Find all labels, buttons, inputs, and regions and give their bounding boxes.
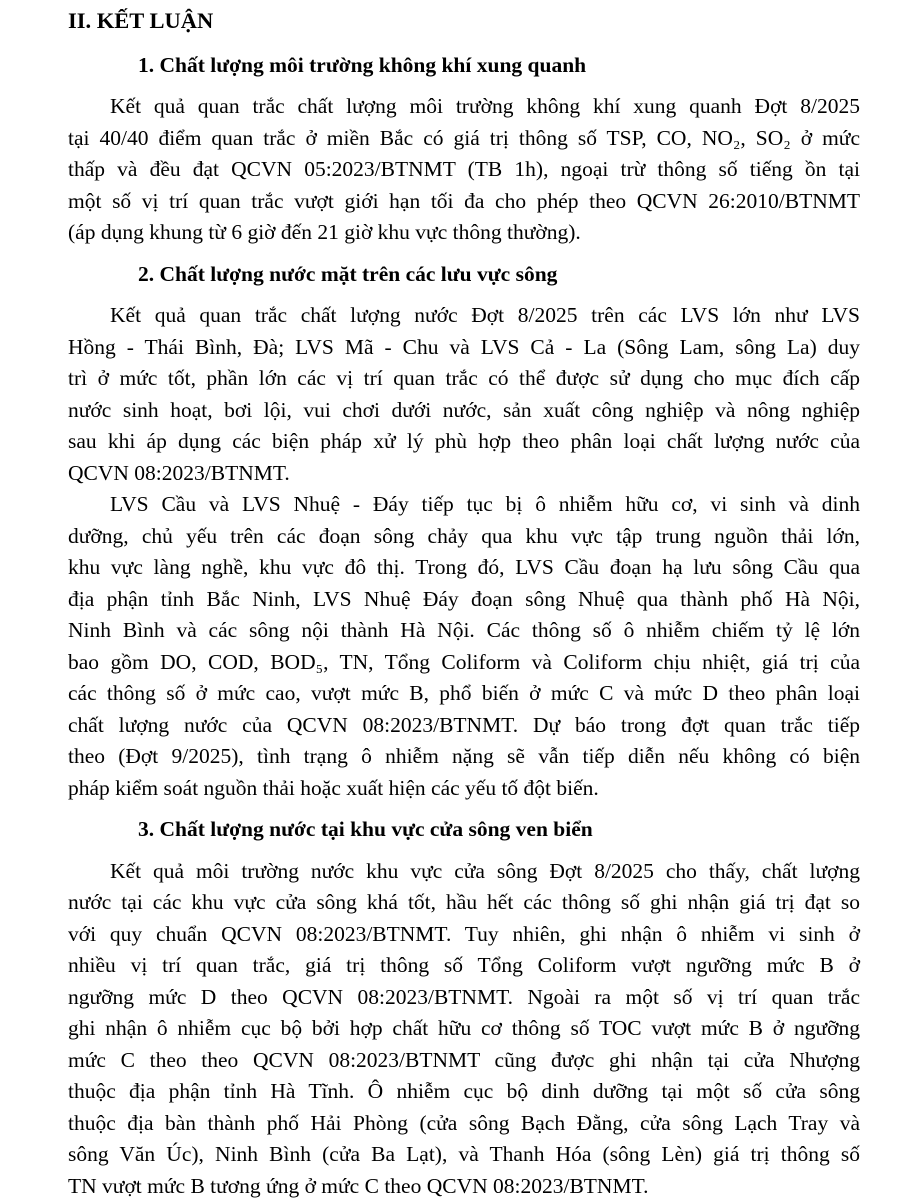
text-line: thuộc địa phận tỉnh Hà Tĩnh. Ô nhiễm cục bộ dinh dưỡng tại một số cửa sông [68,1076,860,1108]
section-heading-estuary-water: 3. Chất lượng nước tại khu vực cửa sông ven biển [138,814,860,846]
text-line: (áp dụng khung từ 6 giờ đến 21 giờ khu vực thông thường). [68,217,860,249]
text-line: một số vị trí quan trắc vượt giới hạn tối đa cho phép theo QCVN 26:2010/BTNMT [68,186,860,218]
text-line: địa phận tỉnh Bắc Ninh, LVS Nhuệ Đáy đoạn sông Nhuệ qua thành phố Hà Nội, [68,584,860,616]
section-air-quality [68,50,860,249]
text-line: Hồng - Thái Bình, Đà; LVS Mã - Chu và LVS Cả - La (Sông Lam, sông La) duy [68,332,860,364]
section-heading-surface-water: 2. Chất lượng nước mặt trên các lưu vực sông [138,259,860,291]
text-line: các thông số ở mức cao, vượt mức B, phổ biến ở mức C và mức D theo phân loại [68,678,860,710]
document-title: II. KẾT LUẬN [68,5,860,37]
text-line: trì ở mức tốt, phần lớn các vị trí quan trắc có thể được sử dụng cho mục đích cấp [68,363,860,395]
text-line: nước sinh hoạt, bơi lội, vui chơi dưới nước, sản xuất công nghiệp và nông nghiệp [68,395,860,427]
section-estuary-water [68,814,860,1202]
text-line: sông Văn Úc), Ninh Bình (cửa Ba Lạt), và Thanh Hóa (sông Lèn) giá trị thông số [68,1139,860,1171]
text-line: thuộc địa bàn thành phố Hải Phòng (cửa sông Bạch Đằng, cửa sông Lạch Tray và [68,1108,860,1140]
text-line: bao gồm DO, COD, BOD₅, TN, Tổng Coliform và Coliform chịu nhiệt, giá trị của [68,647,860,679]
text-line: QCVN 08:2023/BTNMT. [68,458,860,490]
text-line: chất lượng nước của QCVN 08:2023/BTNMT. Dự báo trong đợt quan trắc tiếp [68,710,860,742]
paragraph-air-quality [68,91,860,249]
text-line: TN vượt mức B tương ứng ở mức C theo QCVN 08:2023/BTNMT. [68,1171,860,1202]
text-line: với quy chuẩn QCVN 08:2023/BTNMT. Tuy nhiên, ghi nhận ô nhiễm vi sinh ở [68,919,860,951]
text-line: mức C theo theo QCVN 08:2023/BTNMT cũng được ghi nhận tại cửa Nhượng [68,1045,860,1077]
section-surface-water [68,259,860,805]
text-line: nhiều vị trí quan trắc, giá trị thông số Tổng Coliform vượt ngưỡng mức B ở [68,950,860,982]
text-line: tại 40/40 điểm quan trắc ở miền Bắc có giá trị thông số TSP, CO, NO₂, SO₂ ở mức [68,123,860,155]
paragraph-river-basins [68,300,860,489]
text-line: Kết quả quan trắc chất lượng nước Đợt 8/2025 trên các LVS lớn như LVS [68,300,860,332]
text-line: Ninh Bình và các sông nội thành Hà Nội. Các thông số ô nhiễm chiếm tỷ lệ lớn [68,615,860,647]
text-line: dưỡng, chủ yếu trên các đoạn sông chảy qua khu vực tập trung nguồn thải lớn, [68,521,860,553]
text-line: thấp và đều đạt QCVN 05:2023/BTNMT (TB 1h), ngoại trừ thông số tiếng ồn tại [68,154,860,186]
paragraph-estuary [68,856,860,1202]
paragraph-cau-nhue-day [68,489,860,804]
text-line: sau khi áp dụng các biện pháp xử lý phù hợp theo phân loại chất lượng nước của [68,426,860,458]
section-heading-air-quality: 1. Chất lượng môi trường không khí xung quanh [138,50,860,82]
text-line: nước tại các khu vực cửa sông khá tốt, hầu hết các thông số ghi nhận giá trị đạt so [68,887,860,919]
text-line: Kết quả quan trắc chất lượng môi trường không khí xung quanh Đợt 8/2025 [68,91,860,123]
text-line: LVS Cầu và LVS Nhuệ - Đáy tiếp tục bị ô nhiễm hữu cơ, vi sinh và dinh [68,489,860,521]
text-line: Kết quả môi trường nước khu vực cửa sông Đợt 8/2025 cho thấy, chất lượng [68,856,860,888]
text-line: pháp kiểm soát nguồn thải hoặc xuất hiện các yếu tố đột biến. [68,773,860,805]
text-line: khu vực làng nghề, khu vực đô thị. Trong đó, LVS Cầu đoạn hạ lưu sông Cầu qua [68,552,860,584]
text-line: theo (Đợt 9/2025), tình trạng ô nhiễm nặng sẽ vẫn tiếp diễn nếu không có biện [68,741,860,773]
text-line: ghi nhận ô nhiễm cục bộ bởi hợp chất hữu cơ thông số TOC vượt mức B ở ngưỡng [68,1013,860,1045]
text-line: ngưỡng mức D theo QCVN 08:2023/BTNMT. Ngoài ra một số vị trí quan trắc [68,982,860,1014]
